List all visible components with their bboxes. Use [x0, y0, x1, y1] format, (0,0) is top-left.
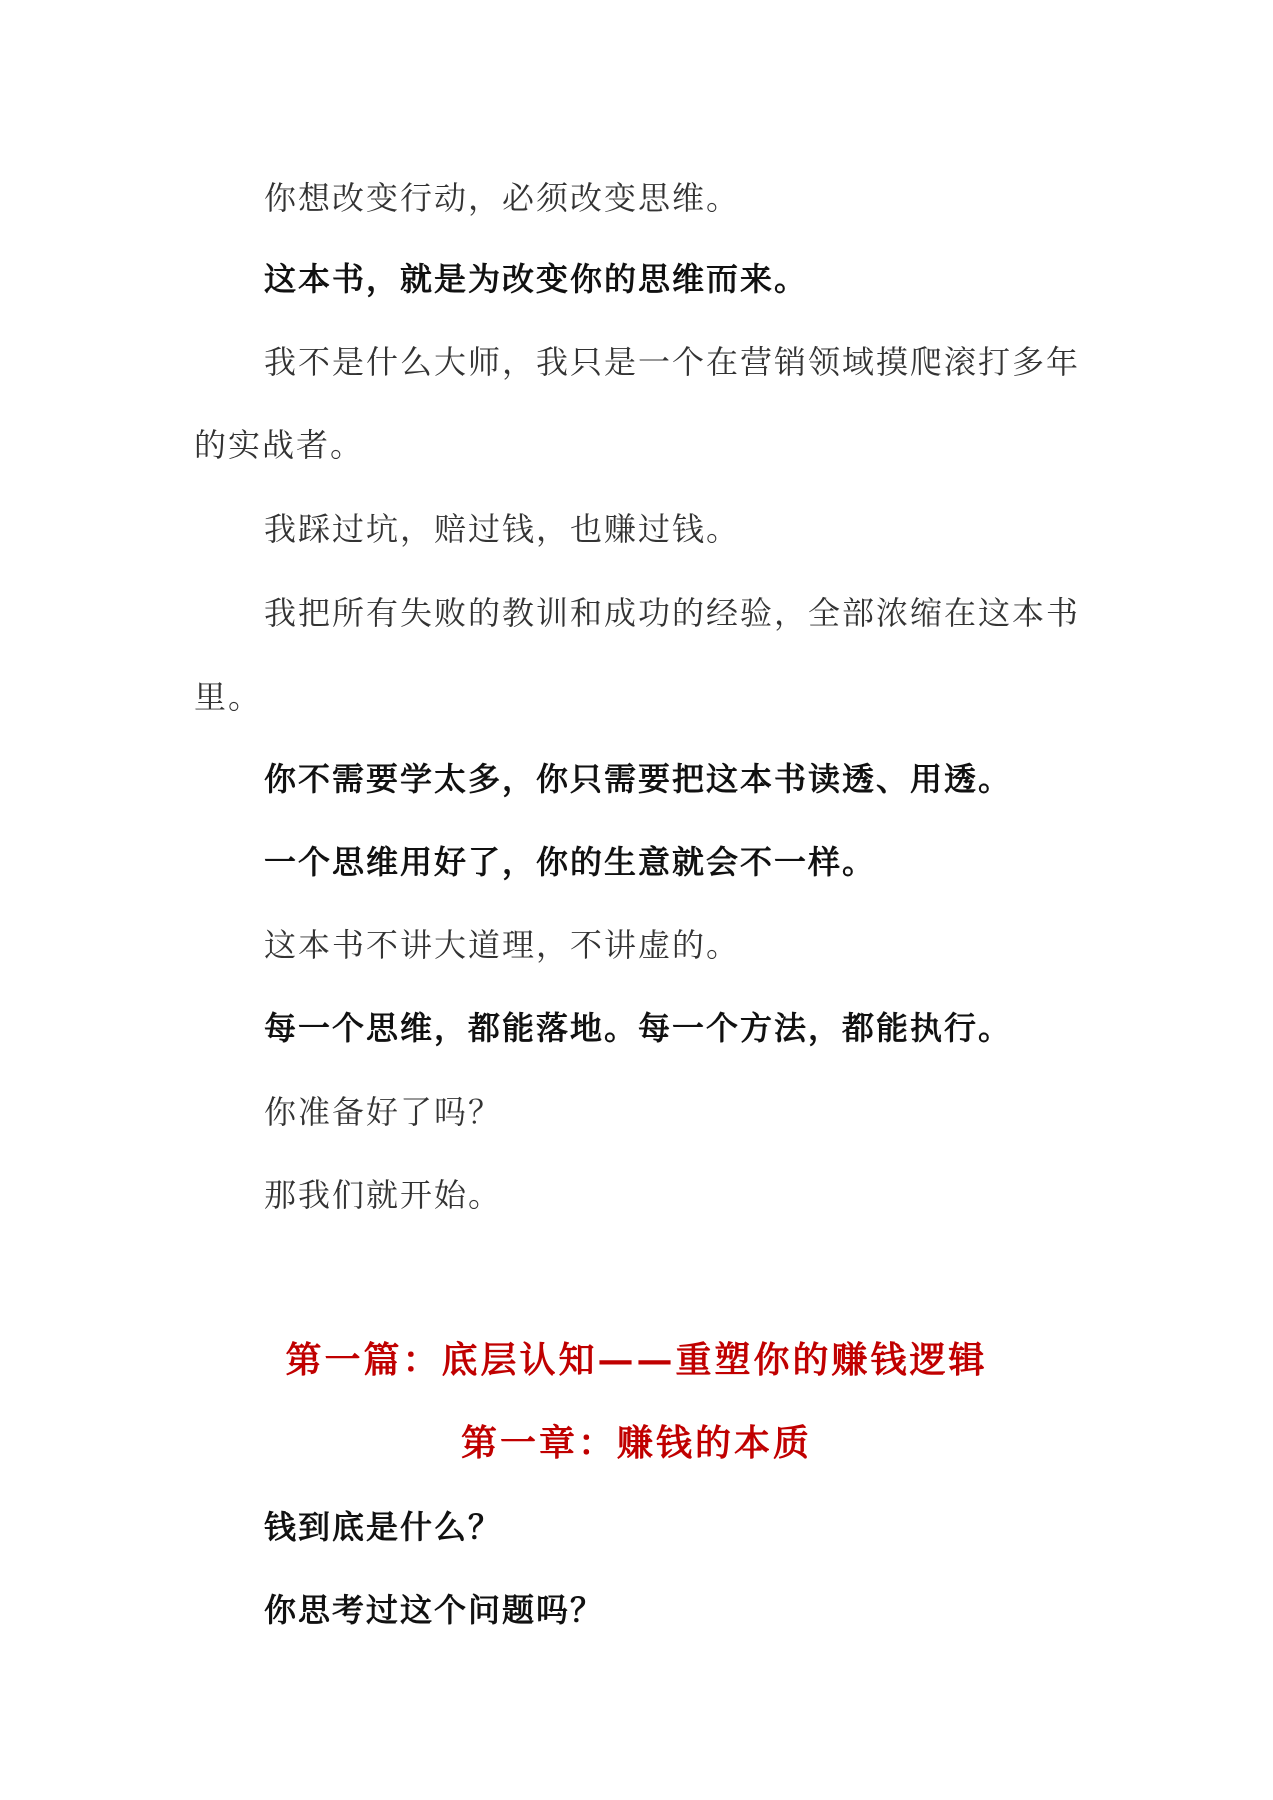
chapter-title: 第一章：赚钱的本质 [460, 1422, 812, 1464]
paragraph: 你想改变行动，必须改变思维。 [264, 179, 741, 217]
paragraph: 我踩过坑，赔过钱，也赚过钱。 [264, 510, 741, 548]
paragraph-bold: 你不需要学太多，你只需要把这本书读透、用透。 [264, 760, 1013, 798]
paragraph-bold: 钱到底是什么？ [264, 1508, 503, 1546]
paragraph: 我把所有失败的教训和成功的经验，全部浓缩在这本书 [264, 594, 1081, 632]
paragraph: 我不是什么大师，我只是一个在营销领域摸爬滚打多年 [264, 343, 1081, 381]
paragraph: 你准备好了吗？ [264, 1093, 503, 1131]
part-title: 第一篇：底层认知——重塑你的赚钱逻辑 [285, 1339, 988, 1381]
paragraph-bold: 每一个思维，都能落地。每一个方法，都能执行。 [264, 1009, 1013, 1047]
paragraph: 这本书不讲大道理，不讲虚的。 [264, 926, 741, 964]
paragraph-bold: 这本书，就是为改变你的思维而来。 [264, 260, 809, 298]
paragraph-bold: 你思考过这个问题吗？ [264, 1591, 605, 1629]
paragraph-continuation: 里。 [194, 678, 263, 716]
paragraph: 那我们就开始。 [264, 1176, 503, 1214]
paragraph-bold: 一个思维用好了，你的生意就会不一样。 [264, 843, 877, 881]
paragraph-continuation: 的实战者。 [194, 426, 365, 464]
